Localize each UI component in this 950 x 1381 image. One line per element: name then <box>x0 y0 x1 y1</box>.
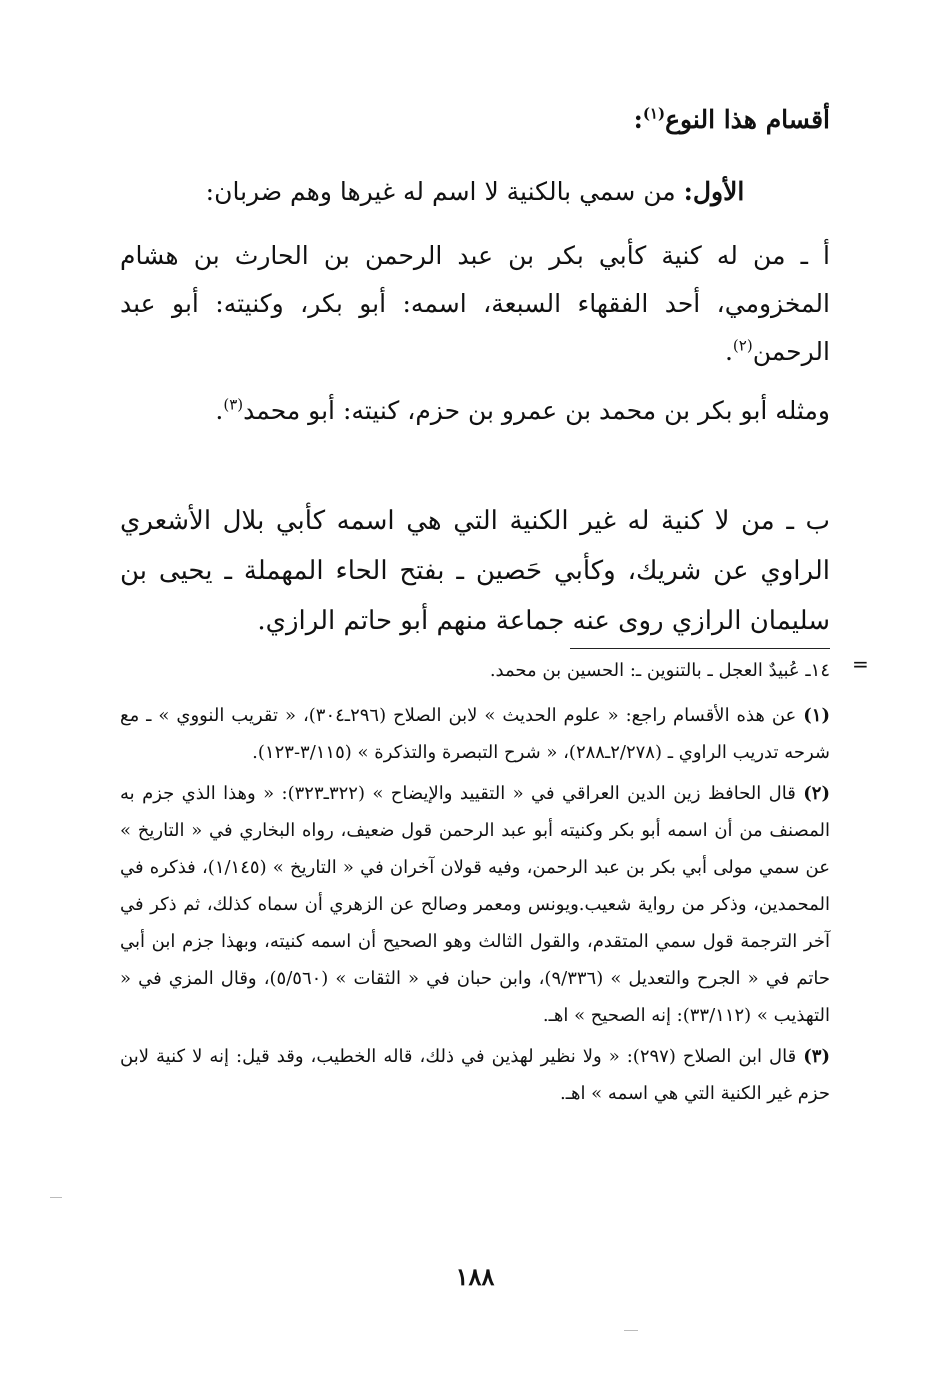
paragraph-a <box>120 232 830 376</box>
footnote-2-text: قال الحافظ زين الدين العراقي في « التقييد والإيضاح » (٣٢٢ـ٣٢٣): « وهذا الذي جزم به المصنف من أن اسمه أبو بكر وكنيته أبو عبد الرحمن قول ضعيف، رواه البخاري في « التاريخ » عن سمي مولى أبي بكر بن عبد الرحمن، وفيه قولان آخران في « التاريخ » (١/١٤٥)، فذكره في المحمدين، وذكر من رواية شعيب.ويونس ومعمر وصالح عن الزهري أن سماه كذلك، ثم ذكر في آخر الترجمة قول سمي المتقدم، والقول الثالث وهو الصحيح أن اسمه كنيته، وبهذا جزم ابن أبي حاتم في « الجرح والتعديل » (٩/٣٣٦)، وابن حبان في « الثقات » (٥/٥٦٠)، وقال المزي في « التهذيب » (٣٣/١١٢): إنه الصحيح » اهـ. <box>120 783 830 1026</box>
footnote-3-number: (٣) <box>803 1046 830 1067</box>
footnote-2 <box>120 775 830 1034</box>
margin-mark: = <box>852 652 869 676</box>
paragraph-b-text: ب ـ من لا كنية له غير الكنية التي هي اسمه كأبي بلال الأشعري الراوي عن شريك، وكأبي حَصين ـ بفتح الحاء المهملة ـ يحيى بن سليمان الرازي روى عنه جماعة منهم أبو حاتم الرازي. <box>120 506 830 636</box>
heading-title: أقسام هذا النوع <box>665 105 830 134</box>
footnote-1-number: (١) <box>803 705 830 726</box>
footnote-2-number: (٢) <box>803 783 830 804</box>
section-heading <box>120 100 830 140</box>
paragraph-example <box>120 387 830 435</box>
footnote-divider <box>570 648 830 649</box>
page-number: ١٨٨ <box>455 1262 495 1291</box>
paragraph-example-end: . <box>215 396 224 425</box>
section-first-lead: الأول: <box>683 177 745 206</box>
scan-speck <box>624 1330 638 1331</box>
paragraph-b <box>120 496 830 646</box>
footnotes-block <box>120 652 830 1112</box>
section-first-text: من سمي بالكنية لا اسم له غيرها وهم ضربان: <box>205 177 676 206</box>
scan-speck <box>50 1197 62 1198</box>
section-first-intro <box>120 168 830 216</box>
footnote-1 <box>120 697 830 771</box>
paragraph-a-footnote-ref: (٢) <box>732 336 753 355</box>
heading-footnote-ref: (١) <box>642 104 666 123</box>
footnote-carry-over: ١٤ـ عُبيدٌ العجل ـ بالتنوين ـ: الحسين بن محمد. <box>489 660 830 681</box>
footnote-3 <box>120 1038 830 1112</box>
paragraph-a-end: . <box>724 337 733 366</box>
heading-suffix: : <box>633 105 643 134</box>
paragraph-example-text: ومثله أبو بكر بن محمد بن عمرو بن حزم، كنيته: أبو محمد <box>243 396 830 425</box>
paragraph-a-text: أ ـ من له كنية كأبي بكر بن عبد الرحمن بن الحارث بن هشام المخزومي، أحد الفقهاء السبعة، اسمه: أبو بكر، وكنيته: أبو عبد الرحمن <box>120 241 830 366</box>
footnote-3-text: قال ابن الصلاح (٢٩٧): « ولا نظير لهذين في ذلك، قاله الخطيب، وقد قيل: إنه لا كنية لابن حزم غير الكنية التي هي اسمه » اهـ. <box>120 1046 830 1104</box>
footnote-1-text: عن هذه الأقسام راجع: « علوم الحديث » لابن الصلاح (٢٩٦ـ٣٠٤)، « تقريب النووي » ـ مع شرحه تدريب الراوي ـ (٢/٢٧٨ـ٢٨٨)، « شرح التبصرة والتذكرة » (٣/١١٥-١٢٣). <box>120 705 830 763</box>
paragraph-example-footnote-ref: (٣) <box>223 395 244 414</box>
